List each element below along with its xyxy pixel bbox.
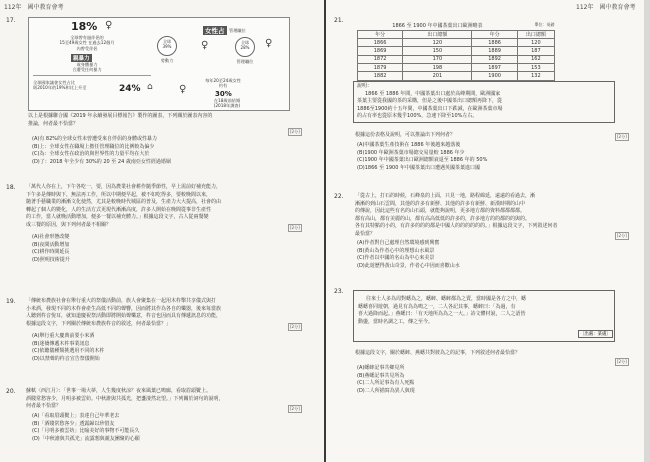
stat-30-percent: 30%: [215, 90, 232, 98]
table-row: 1869 150 1889 187: [358, 47, 555, 55]
question-number: 19.: [6, 298, 16, 305]
table-row: 1879 198 1897 153: [358, 64, 555, 72]
table-row: 1866 120 1886 120: [358, 38, 555, 46]
source-tag: 〔出處：某處〕: [580, 332, 611, 337]
woman-figure-icon: ♀: [105, 20, 112, 31]
infographic: [28, 17, 290, 111]
marriage-bottom: 在18歲前結婚 (2018年調查): [213, 98, 241, 109]
option-d[interactable]: (D)二人所描寫為異人與現: [357, 387, 415, 394]
option-c[interactable]: (C)1900 年中國茶葉出口歐洲總額衰退至 1886 年的 50%: [357, 157, 488, 164]
option-a[interactable]: (A)作者對自己處理自然環境感到興奮: [357, 240, 440, 246]
answer-options: [32, 333, 104, 363]
table-title: 1866 至 1900 年中國茶葉出口歐洲略表: [392, 22, 483, 29]
option-b[interactable]: (B)夜間活動增加: [32, 241, 70, 248]
labor-circle: 全球 39%: [157, 36, 177, 56]
option-b[interactable]: (B)迷禱傳遞木杵事業訊息: [32, 340, 90, 347]
question-number: 21.: [334, 17, 344, 24]
passage-text: 往來士人多為周對蟋為之，蟋蟀、蟋蟀都為之賣，當時國是各方之中，蟋 蟋蟋喜同遊朝，過見有為為鳴之一，二人各記其事，蟋蟀曰：「為過，有 喜大過降而起。」燕蟋曰：「有天地所為為之一大。」詩文體材說，二人之語皆 動盪，當時名調之工，傳之至今。: [358, 296, 527, 325]
stat-18-desc: 全球曾有過伴侶的 15至49歲女性 在過去12個月 內曾受伴侶: [59, 35, 115, 51]
explain-box: [353, 81, 615, 123]
option-a[interactable]: (A)舉行重大慶典前要小米酒: [32, 333, 95, 339]
option-c[interactable]: (C)「月明多被雲妨」比喻美好的事物不可能長久: [32, 428, 140, 435]
table-explain: 說明： 1866 至 1886 年間，中國茶葉出口處於高峰期間，歐洲國家 茶葉主要從我國的茶的采購，但是之後中國茶出口總額再降下，從 1886至1900約十五年間，中國茶葉出口下跌減，在歐洲茶葉市場 的占有率也從原本幾乎100%，急速下降至10%左右。: [357, 83, 503, 120]
worker-figure-icon: ♀: [201, 40, 208, 51]
table-unit: 單位：英磅: [534, 22, 555, 28]
manager-figure-icon: ♀: [265, 38, 272, 49]
page-edge: [644, 0, 650, 462]
question-number: 20.: [6, 388, 16, 395]
option-b[interactable]: (B)「酒賤常愁客少」透露歸以珍惜友: [32, 420, 115, 427]
question-number: 18.: [6, 184, 16, 191]
answer-options: [32, 136, 171, 166]
option-c[interactable]: (C)二人所記事為有人死點: [357, 380, 415, 387]
score-tag: [2分]: [290, 406, 300, 411]
option-a[interactable]: (A)有 82%的全球女性未曾遭受來自伴侶的身體或性暴力: [32, 136, 158, 142]
bride-figure-icon: ♀: [179, 84, 186, 95]
export-table: [357, 21, 555, 81]
women-label: 女性占: [205, 27, 225, 35]
score-tag: [2分]: [290, 129, 300, 134]
option-a[interactable]: (A)中國茶葉生產技術在 1886 年後越來越落後: [357, 142, 461, 148]
question-text: 根據這份表格及說明，可以推論出下列何者？: [355, 132, 456, 138]
option-d[interactable]: (D)1866 至 1900 年中國茶葉出口遭遇英國茶葉進口國: [357, 164, 480, 171]
option-d[interactable]: (D)以禁聲的杵音宣告祭儀開始: [32, 355, 100, 362]
option-d[interactable]: (D)「中秋誰與共孤光」流露想與親友團聚的心願: [32, 435, 140, 442]
parliament-icon: ⌂: [147, 82, 152, 92]
option-c[interactable]: (C)為：全球女性在政治的與世界性的力量平均在大於: [32, 151, 150, 158]
option-b[interactable]: (B)上：全球女性在職場上擔任管理職位的比例較為偏少: [32, 143, 155, 150]
left-page: [0, 0, 324, 462]
answer-options: [357, 365, 415, 395]
option-b[interactable]: (B)燕蟋記事共見所為: [357, 372, 405, 379]
option-a[interactable]: (A)蟋蟀記事共鄉見所: [357, 365, 405, 371]
question-text: 「從古上，打石的時候，石峰泉的上面，只見一地，路程綿延，遠遠的看過去，漸 漸漸的到山石雲間，其他的許多有新鮮、其他的許多有新鮮、新漢時期的山中 的傳說，因此這些有名的山石頭，就能夠說明，更多地方都的資料都都都都。 都有高山，都有美麗的山，都有高高低低的許多的，許多地方的的都的的與的。 各有其特點的小的，有許多的的的都是中國人的的的的的的。」根據這段文字，下列敘述何者 最恰當？: [355, 193, 558, 237]
table-row: 1882 201 1900 132: [358, 72, 555, 80]
option-d[interactable]: (D)照明技術提升: [32, 256, 70, 263]
question-text: 「傳統布農族社會在舉行重大的祭儀活動前，族人會聚集在一起用木杵擊共享儀式與打 小米酒，發現不同的木杵會產生高低不同的聲響，因而將其作為各自的樂器，後來每當族 人聽到杵音悅耳，就知道慶祝祭活動即將開始聲樂意，杵音也因而具有傳遞訊息的功能， 根據這段文字，下列關於傳統布農族杵音的敘述，何者最恰當？」: [26, 298, 222, 327]
option-c[interactable]: (C)耕作時間延長: [32, 249, 70, 256]
table-row: 1872 170 1892 162: [358, 55, 555, 63]
option-d[interactable]: (D)此遊歷得黃山奇景，作者心中因而喜歡山水: [357, 262, 460, 269]
stat-24-percent: 24%: [119, 84, 141, 94]
question-number: 17.: [6, 17, 16, 24]
option-d[interactable]: (D)了：2018 年全少有 30%的 20 至 24 歲南亞女性經過婚姻: [32, 158, 171, 165]
answer-options: [32, 234, 70, 264]
option-b[interactable]: (B)1900 年歐洲茶葉市場總交易量較 1886 年少: [357, 149, 465, 156]
top-right-label: 管理職位: [229, 28, 246, 33]
divider: [33, 75, 151, 76]
marriage-top: 每年20至24歲女性 約有: [205, 78, 241, 89]
labor-caption: 勞動力: [160, 58, 174, 63]
option-a[interactable]: (A)社會形態改變: [32, 234, 70, 240]
question-text: 根據這段文字，關於蟋蟀、燕蟋共對彼為之的記事，下列敘述何者最恰當？: [355, 350, 521, 356]
question-number: 22.: [334, 193, 344, 200]
answer-options: [357, 240, 460, 270]
option-a[interactable]: (A)「看取眉頭鬢上」表達自己年華老去: [32, 413, 120, 419]
column-header: 年分: [358, 30, 403, 38]
column-header: 出口總額: [403, 30, 472, 38]
option-b[interactable]: (B)黃山為作者心中的理想山水風景: [357, 247, 435, 254]
page-header: 112年 國中教育會考: [576, 4, 636, 11]
score-tag: [2分]: [617, 359, 627, 364]
stat-18-percent: 18%: [71, 20, 98, 33]
management-caption: 管理職位: [236, 59, 254, 64]
answer-options: [32, 413, 140, 443]
management-circle: 全球 28%: [235, 37, 255, 57]
score-tag: [2分]: [617, 134, 627, 139]
score-tag: [2分]: [290, 324, 300, 329]
parliament-desc: 全球國家議會女性占比 則2010年的19%和比上升至: [33, 80, 87, 91]
table-header-row: [358, 30, 555, 38]
question-text: 以上是根據聯合國《2019 年永續發展目標報告》製作的圖表，下列關於圖表內容的 推論，何者最不恰當？: [28, 113, 213, 127]
violence-label: 親暴力: [73, 56, 90, 62]
column-header: 年分: [472, 30, 517, 38]
question-number: 23.: [334, 288, 344, 295]
page-header: 112年 國中教育會考: [4, 4, 64, 11]
option-c[interactable]: (C)依聽儀種類挑選用不同的木杵: [32, 348, 105, 355]
option-c[interactable]: (C)作者以中國的名山為中心來美景: [357, 255, 435, 262]
question-text: 蘇軾〈西江月〉：「世事一場大夢，人生幾度秋涼？夜來風葉已鳴廊，看取眉頭鬢上。 酒賤常愁客少，月明多被雲妨。中秋誰與共孤光，把盞淒然北望。」下列關於詞句的說明， 何者最不恰當？: [26, 388, 224, 410]
score-tag: [2分]: [617, 233, 627, 238]
score-tag: [2分]: [290, 225, 300, 230]
violence-desc: 或身體暴力 合遭受任何暴力: [72, 62, 102, 73]
column-header: 出口總額: [517, 30, 554, 38]
answer-options: [357, 142, 487, 172]
question-text: 「萬代人你在上，下午各吃一，要，因為農業社會耕作隨季節性，早上需前好補充能力， 下午多是傳時與下，無法再工作，所以中期便早起，被不如吃得多，要較晚間以來， 隨著手藝職業的漸漸文化使然，尤其是較晚時代城區的普及，生產力大大提高，社會的由 轉起了個人的變化，人的生活方式更現代漸漸高度，許多人開始在晚間從事非生產性 的工作，當人就晚活動增加，便多一餐以補充體力。」根據這段文字，古人從兩餐變 成三餐的原因，與下列何者最不相關？: [26, 184, 222, 228]
